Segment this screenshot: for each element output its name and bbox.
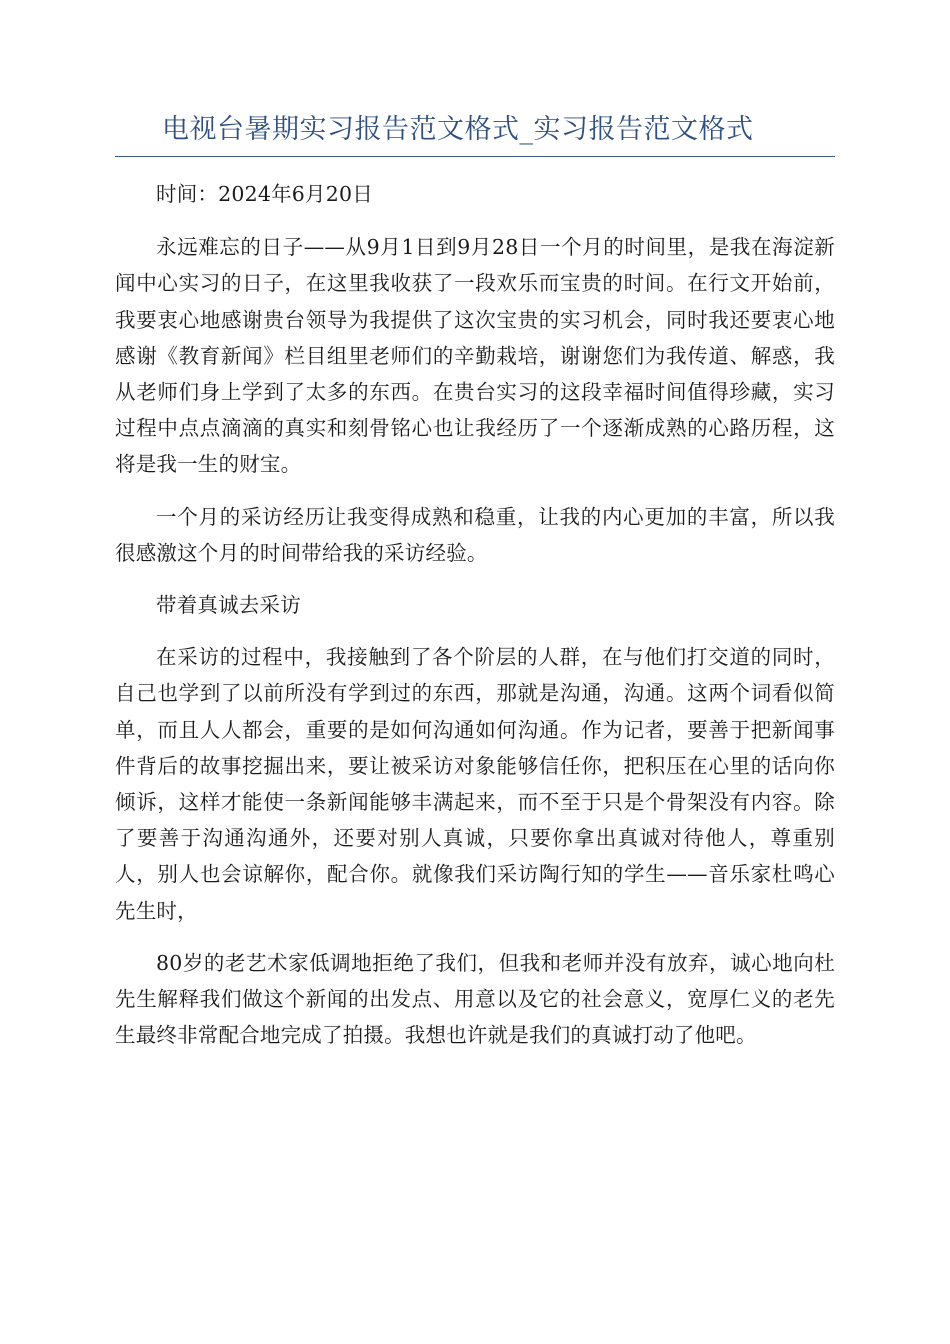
document-body bbox=[115, 176, 835, 1069]
paragraph-experience: 一个月的采访经历让我变得成熟和稳重，让我的内心更加的丰富，所以我很感激这个月的时间带给我的采访经验。 bbox=[115, 504, 835, 565]
document-title: 电视台暑期实习报告范文格式_实习报告范文格式 bbox=[162, 114, 754, 145]
section-heading: 带着真诚去采访 bbox=[156, 593, 301, 618]
time-line: 时间：2024年6月20日 bbox=[156, 182, 373, 206]
paragraph-sincerity: 80岁的老艺术家低调地拒绝了我们，但我和老师并没有放弃，诚心地向杜先生解释我们做这个新闻的出发点、用意以及它的社会意义，宽厚仁义的老先生最终非常配合地完成了拍摄。我想也许就是我们的真诚打动了他吧。 bbox=[115, 950, 835, 1048]
paragraph-communication: 在采访的过程中，我接触到了各个阶层的人群，在与他们打交道的同时，自己也学到了以前所没有学到过的东西，那就是沟通，沟通。这两个词看似简单，而且人人都会，重要的是如何沟通如何沟通。作为记者，要善于把新闻事件背后的故事挖掘出来，要让被采访对象能够信任你，把积压在心里的话向你倾诉，这样才能使一条新闻能够丰满起来，而不至于只是个骨架没有内容。除了要善于沟通沟通外，还要对别人真诚，只要你拿出真诚对待他人，尊重别人，别人也会谅解你，配合你。就像我们采访陶行知的学生——音乐家杜鸣心先生时， bbox=[115, 645, 835, 923]
title-bar bbox=[115, 110, 835, 157]
paragraph-intro: 永远难忘的日子——从9月1日到9月28日一个月的时间里，是我在海淀新闻中心实习的日子，在这里我收获了一段欢乐而宝贵的时间。在行文开始前，我要衷心地感谢贵台领导为我提供了这次宝贵的实习机会，同时我还要衷心地感谢《教育新闻》栏目组里老师们的辛勤栽培，谢谢您们为我传道、解惑，我从老师们身上学到了太多的东西。在贵台实习的这段幸福时间值得珍藏，实习过程中点点滴滴的真实和刻骨铭心也让我经历了一个逐渐成熟的心路历程，这将是我一生的财宝。 bbox=[115, 235, 835, 477]
